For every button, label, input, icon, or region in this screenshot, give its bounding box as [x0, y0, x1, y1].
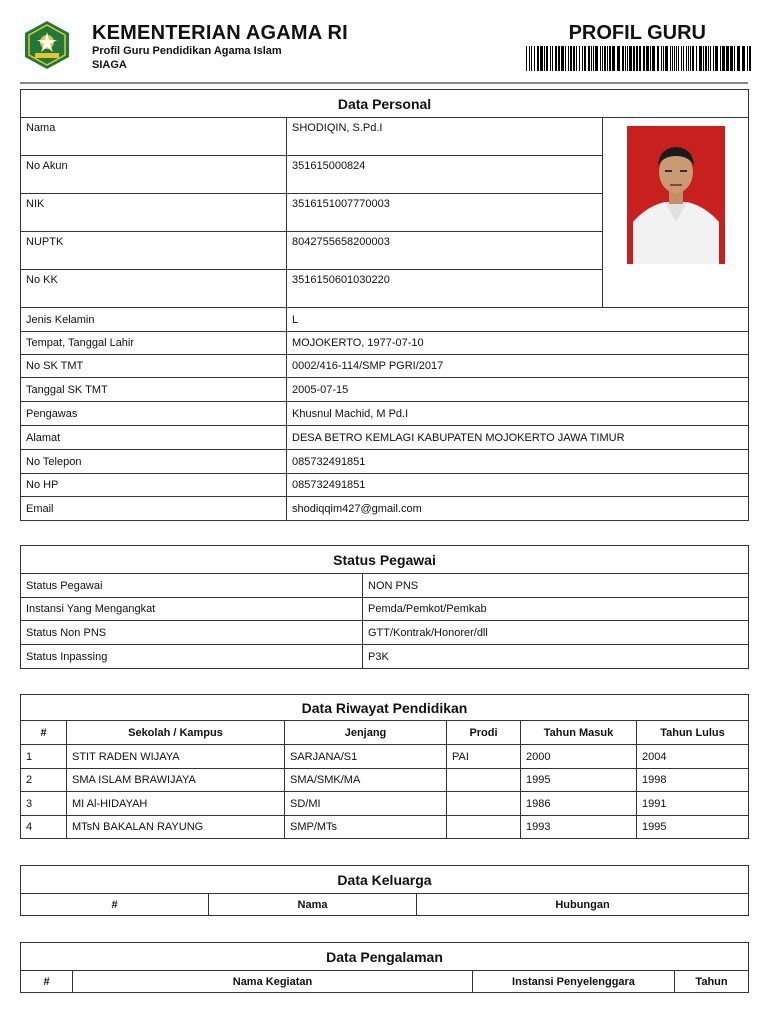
barcode-bar: [579, 46, 580, 71]
experience-title: Data Pengalaman: [21, 943, 749, 971]
edu-year-out: 2004: [637, 745, 749, 769]
barcode-bar: [546, 46, 548, 71]
barcode-bar: [617, 46, 620, 71]
label-jenis-kelamin: Jenis Kelamin: [21, 308, 287, 332]
value-no-hp: 085732491851: [287, 474, 749, 497]
barcode-bar: [690, 46, 691, 71]
edu-year-in: 2000: [521, 745, 637, 769]
barcode-bar: [588, 46, 590, 71]
barcode-bar: [633, 46, 635, 71]
barcode-bar: [607, 46, 608, 71]
label-no-sk-tmt: No SK TMT: [21, 355, 287, 378]
barcode-bar: [604, 46, 606, 71]
barcode-bar: [627, 46, 628, 71]
barcode-bar: [688, 46, 689, 71]
value-email: shodiqqim427@gmail.com: [287, 497, 749, 521]
barcode-bar: [661, 46, 662, 71]
barcode-bar: [670, 46, 671, 71]
value-alamat: DESA BETRO KEMLAGI KABUPATEN MOJOKERTO JAWA TIMUR: [287, 426, 749, 450]
barcode-bar: [652, 46, 655, 71]
personal-table: [20, 89, 749, 521]
edu-no: 3: [21, 792, 67, 816]
edu-year-in: 1986: [521, 792, 637, 816]
barcode-bar: [749, 46, 751, 71]
label-nik: NIK: [21, 194, 287, 232]
barcode-bar: [552, 46, 553, 71]
edu-prodi: [447, 816, 521, 839]
label-nuptk: NUPTK: [21, 232, 287, 270]
edu-prodi: PAI: [447, 745, 521, 769]
edu-prodi: [447, 792, 521, 816]
edu-level: SD/MI: [285, 792, 447, 816]
table-row: [21, 769, 749, 792]
barcode-bar: [600, 46, 601, 71]
edu-level: SMP/MTs: [285, 816, 447, 839]
barcode-bar: [595, 46, 598, 71]
photo-cell: [603, 118, 749, 308]
barcode-bar: [713, 46, 714, 71]
label-status-inpassing: Status Inpassing: [21, 645, 363, 669]
barcode-bar: [591, 46, 592, 71]
personal-title: Data Personal: [21, 90, 749, 118]
teacher-photo: [627, 126, 725, 264]
edu-year-out: 1998: [637, 769, 749, 792]
edu-school: STIT RADEN WIJAYA: [67, 745, 285, 769]
barcode-bar: [602, 46, 603, 71]
label-status-non-pns: Status Non PNS: [21, 621, 363, 645]
education-title: Data Riwayat Pendidikan: [21, 695, 749, 721]
barcode-bar: [708, 46, 709, 71]
barcode-bar: [676, 46, 677, 71]
barcode-bar: [742, 46, 745, 71]
family-title: Data Keluarga: [21, 866, 749, 894]
barcode-bar: [681, 46, 682, 71]
edu-header-year-in: Tahun Masuk: [521, 721, 637, 745]
barcode-bar: [568, 46, 569, 71]
edu-school: SMA ISLAM BRAWIJAYA: [67, 769, 285, 792]
edu-header-year-out: Tahun Lulus: [637, 721, 749, 745]
barcode-bar: [531, 46, 532, 71]
value-nik: 3516151007770003: [287, 194, 603, 232]
label-no-akun: No Akun: [21, 156, 287, 194]
label-tanggal-sk-tmt: Tanggal SK TMT: [21, 378, 287, 402]
barcode-bar: [665, 46, 668, 71]
value-no-sk-tmt: 0002/416-114/SMP PGRI/2017: [287, 355, 749, 378]
edu-school: MTsN BAKALAN RAYUNG: [67, 816, 285, 839]
status-table: [20, 545, 749, 669]
experience-table: [20, 942, 749, 993]
value-nama: SHODIQIN, S.Pd.I: [287, 118, 603, 156]
barcode-bar: [699, 46, 702, 71]
barcode-bar: [609, 46, 611, 71]
edu-no: 2: [21, 769, 67, 792]
label-no-hp: No HP: [21, 474, 287, 497]
doc-title: PROFIL GURU: [568, 22, 706, 44]
family-header-relation: Hubungan: [417, 894, 749, 916]
barcode-bar: [534, 46, 535, 71]
status-title: Status Pegawai: [21, 546, 749, 574]
edu-year-out: 1995: [637, 816, 749, 839]
value-status-non-pns: GTT/Kontrak/Honorer/dll: [363, 621, 749, 645]
label-alamat: Alamat: [21, 426, 287, 450]
document-subtitle: Profil Guru Pendidikan Agama Islam: [92, 45, 282, 57]
exp-header-activity: Nama Kegiatan: [73, 971, 473, 993]
barcode-bar: [643, 46, 645, 71]
barcode-bar: [692, 46, 694, 71]
barcode-bar: [747, 46, 748, 71]
barcode-bar: [629, 46, 632, 71]
barcode-bar: [540, 46, 543, 71]
value-tanggal-sk-tmt: 2005-07-15: [287, 378, 749, 402]
barcode-bar: [636, 46, 638, 71]
barcode-bar: [650, 46, 651, 71]
barcode-bar: [526, 46, 527, 71]
barcode-bar: [561, 46, 564, 71]
table-row: [21, 792, 749, 816]
education-table: [20, 694, 749, 839]
barcode-bar: [683, 46, 684, 71]
barcode-bar: [646, 46, 649, 71]
barcode-bar: [550, 46, 551, 71]
barcode-bar: [703, 46, 704, 71]
label-instansi: Instansi Yang Mengangkat: [21, 598, 363, 621]
barcode-bar: [674, 46, 675, 71]
org-title: KEMENTERIAN AGAMA RI: [92, 22, 348, 44]
barcode-bar: [678, 46, 679, 71]
value-no-telepon: 085732491851: [287, 450, 749, 474]
barcode-bar: [593, 46, 594, 71]
barcode-bar: [672, 46, 673, 71]
label-status-pegawai: Status Pegawai: [21, 574, 363, 598]
kemenag-logo: [22, 20, 72, 70]
exp-header-no: #: [21, 971, 73, 993]
barcode-bar: [710, 46, 711, 71]
barcode-bar: [558, 46, 560, 71]
exp-header-organizer: Instansi Penyelenggara: [473, 971, 675, 993]
barcode-bar: [737, 46, 740, 71]
barcode: [526, 46, 752, 71]
table-row: [21, 816, 749, 839]
barcode-bar: [565, 46, 566, 71]
barcode-bar: [730, 46, 733, 71]
barcode-bar: [582, 46, 583, 71]
edu-level: SARJANA/S1: [285, 745, 447, 769]
barcode-bar: [622, 46, 624, 71]
barcode-bar: [734, 46, 735, 71]
barcode-bar: [705, 46, 707, 71]
label-no-kk: No KK: [21, 270, 287, 308]
value-status-pegawai: NON PNS: [363, 574, 749, 598]
edu-header-prodi: Prodi: [447, 721, 521, 745]
value-pengawas: Khusnul Machid, M Pd.I: [287, 402, 749, 426]
barcode-bar: [657, 46, 659, 71]
label-ttl: Tempat, Tanggal Lahir: [21, 332, 287, 355]
barcode-bar: [584, 46, 586, 71]
exp-header-year: Tahun: [675, 971, 749, 993]
barcode-bar: [696, 46, 697, 71]
edu-header-school: Sekolah / Kampus: [67, 721, 285, 745]
edu-level: SMA/SMK/MA: [285, 769, 447, 792]
label-pengawas: Pengawas: [21, 402, 287, 426]
edu-school: MI Al-HIDAYAH: [67, 792, 285, 816]
value-status-inpassing: P3K: [363, 645, 749, 669]
system-name: SIAGA: [92, 59, 127, 71]
family-header-name: Nama: [209, 894, 417, 916]
label-nama: Nama: [21, 118, 287, 156]
label-email: Email: [21, 497, 287, 521]
value-no-akun: 351615000824: [287, 156, 603, 194]
barcode-bar: [537, 46, 539, 71]
edu-no: 1: [21, 745, 67, 769]
barcode-bar: [639, 46, 641, 71]
value-no-kk: 3516150601030220: [287, 270, 603, 308]
value-instansi: Pemda/Pemkot/Pemkab: [363, 598, 749, 621]
edu-header-level: Jenjang: [285, 721, 447, 745]
value-nuptk: 8042755658200003: [287, 232, 603, 270]
barcode-bar: [720, 46, 721, 71]
edu-year-in: 1995: [521, 769, 637, 792]
family-table: [20, 865, 749, 916]
edu-no: 4: [21, 816, 67, 839]
barcode-bar: [726, 46, 729, 71]
barcode-bar: [715, 46, 718, 71]
barcode-bar: [612, 46, 615, 71]
edu-header-no: #: [21, 721, 67, 745]
barcode-bar: [722, 46, 725, 71]
header-divider: [20, 82, 748, 84]
edu-prodi: [447, 769, 521, 792]
barcode-bar: [663, 46, 664, 71]
label-no-telepon: No Telepon: [21, 450, 287, 474]
barcode-bar: [529, 46, 530, 71]
barcode-bar: [625, 46, 626, 71]
barcode-bar: [686, 46, 687, 71]
value-jenis-kelamin: L: [287, 308, 749, 332]
value-ttl: MOJOKERTO, 1977-07-10: [287, 332, 749, 355]
edu-year-in: 1993: [521, 816, 637, 839]
barcode-bar: [573, 46, 575, 71]
barcode-bar: [544, 46, 545, 71]
barcode-bar: [576, 46, 577, 71]
family-header-no: #: [21, 894, 209, 916]
barcode-bar: [555, 46, 557, 71]
table-row: [21, 745, 749, 769]
edu-year-out: 1991: [637, 792, 749, 816]
barcode-bar: [570, 46, 572, 71]
